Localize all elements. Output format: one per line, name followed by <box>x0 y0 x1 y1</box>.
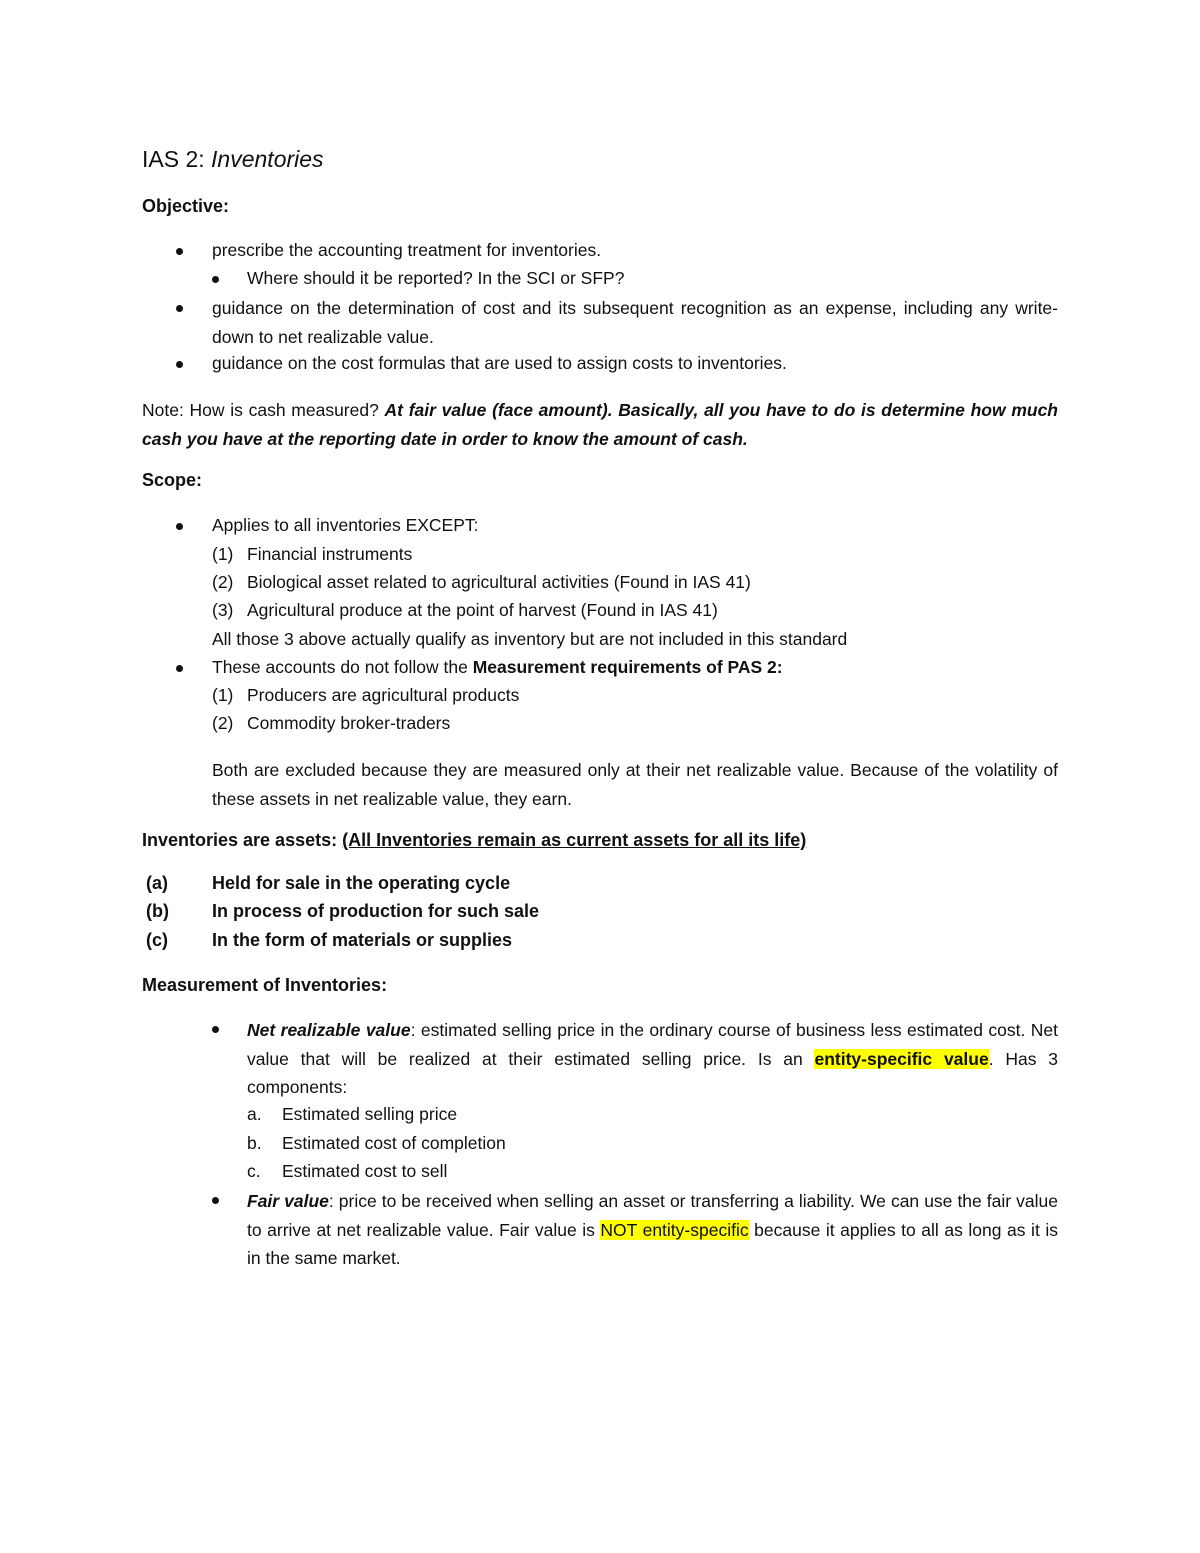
note-paragraph <box>142 396 1058 453</box>
asset-type-text: In the form of materials or supplies <box>212 930 513 950</box>
component-text: Estimated cost of completion <box>282 1133 506 1153</box>
nrv-definition: : estimated selling price in the ordinary course of business less estimated cost. Net value that will be realized at their estimated selling price. Is an <box>247 1020 1058 1069</box>
scope-exception-number: (3) <box>212 600 234 620</box>
nrv-highlight: entity-specific value <box>814 1048 989 1069</box>
scope-item-2 <box>212 657 783 678</box>
component-letter: a. <box>247 1104 262 1124</box>
asset-type-text: In process of production for such sale <box>212 901 540 921</box>
scope-item-2-bold: Measurement requirements of PAS 2: <box>472 657 783 677</box>
scope-exception-text: Agricultural produce at the point of harvest (Found in IAS 41) <box>247 600 718 620</box>
scope-exception-text: Biological asset related to agricultural activities (Found in IAS 41) <box>247 572 751 592</box>
assets-heading-underlined: (All Inventories remain as current assets for all its life) <box>342 830 807 850</box>
asset-type-number: (c) <box>146 930 168 950</box>
scope-exception-number: (1) <box>212 544 234 564</box>
page-title <box>142 146 324 173</box>
fair-value-definition: : price to be received when selling an asset or transferring a liability. We can use the fair value to arrive at net realizable value. Fair value is <box>247 1191 1058 1240</box>
component-letter: c. <box>247 1161 261 1181</box>
objective-item-3: guidance on the cost formulas that are used to assign costs to inventories. <box>212 353 787 373</box>
excluded-text: Producers are agricultural products <box>247 685 520 705</box>
scope-note: All those 3 above actually qualify as inventory but are not included in this standard <box>212 629 848 649</box>
component-letter: b. <box>247 1133 262 1153</box>
bullet-icon <box>212 1197 219 1204</box>
title-name: Inventories <box>211 146 324 172</box>
objective-subitem: Where should it be reported? In the SCI or SFP? <box>247 268 625 288</box>
scope-paragraph: Both are excluded because they are measured only at their net realizable value. Because of the volatility of these assets in net realizable value, they earn. <box>212 760 1058 809</box>
measurement-heading: Measurement of Inventories: <box>142 975 388 995</box>
objective-item-2: guidance on the determination of cost and its subsequent recognition as an expense, including any write-down to net realizable value. <box>212 298 1058 347</box>
fair-value-definition-end: because it applies to all as long as it is in the same market. <box>247 1219 1058 1268</box>
fair-value-term: Fair value <box>247 1191 329 1211</box>
bullet-icon <box>176 305 183 312</box>
objective-heading: Objective: <box>142 196 230 216</box>
bullet-icon <box>212 1026 219 1033</box>
bullet-icon <box>176 523 183 530</box>
scope-exception-number: (2) <box>212 572 234 592</box>
component-text: Estimated cost to sell <box>282 1161 448 1181</box>
bullet-icon <box>176 361 183 368</box>
scope-item-2-prefix: These accounts do not follow the <box>212 657 473 677</box>
objective-item-1: prescribe the accounting treatment for inventories. <box>212 240 602 260</box>
scope-exception-text: Financial instruments <box>247 544 413 564</box>
note-prefix: Note: How is cash measured? <box>142 400 385 420</box>
bullet-icon <box>176 248 183 255</box>
component-text: Estimated selling price <box>282 1104 458 1124</box>
nrv-definition-end: . Has 3 components: <box>247 1048 1058 1097</box>
assets-heading-text: Inventories are assets: <box>142 830 343 850</box>
assets-heading <box>142 830 806 851</box>
nrv-term: Net realizable value <box>247 1020 411 1040</box>
asset-type-text: Held for sale in the operating cycle <box>212 873 511 893</box>
asset-type-number: (b) <box>146 901 169 921</box>
excluded-number: (2) <box>212 713 234 733</box>
asset-type-number: (a) <box>146 873 168 893</box>
bullet-icon <box>212 276 219 283</box>
scope-heading: Scope: <box>142 470 203 490</box>
excluded-number: (1) <box>212 685 234 705</box>
note-emphasis: At fair value (face amount). Basically, all you have to do is determine how much cash you have at the reporting date in order to know the amount of cash. <box>142 400 1058 449</box>
excluded-text: Commodity broker-traders <box>247 713 451 733</box>
bullet-icon <box>176 665 183 672</box>
title-code: IAS 2: <box>142 146 205 172</box>
scope-item-1: Applies to all inventories EXCEPT: <box>212 515 479 535</box>
nrv-paragraph <box>247 1016 1058 1102</box>
fair-value-paragraph <box>247 1187 1058 1273</box>
fair-value-highlight: NOT entity-specific <box>600 1219 749 1240</box>
